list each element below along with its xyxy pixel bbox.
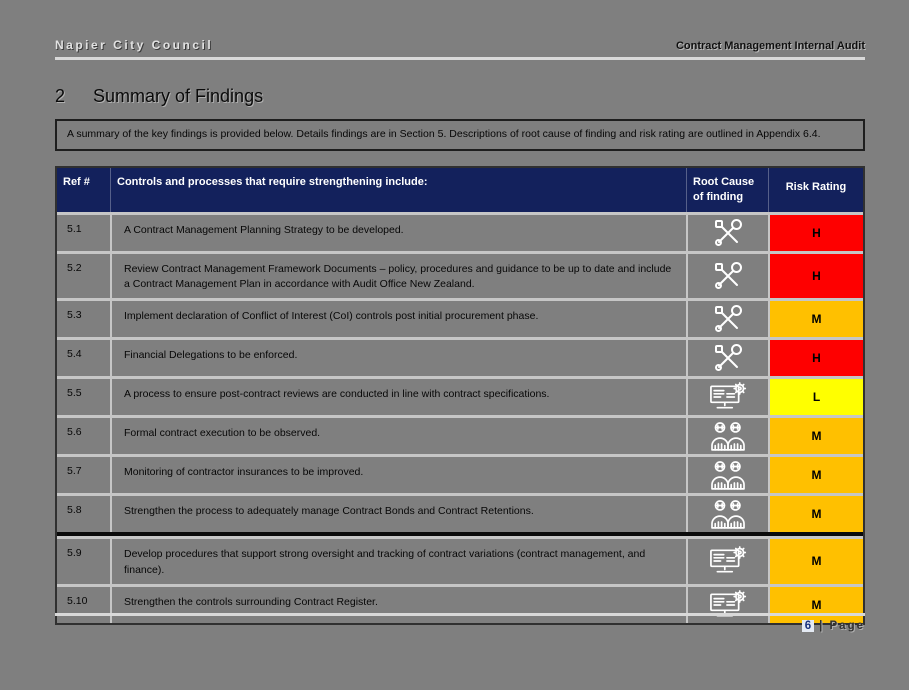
computer-gear-icon xyxy=(686,539,768,584)
column-header-ref: Ref # xyxy=(63,176,90,188)
computer-gear-icon xyxy=(686,379,768,415)
risk-rating-badge: H xyxy=(768,254,863,299)
risk-rating-badge: H xyxy=(768,340,863,376)
finding-text: Implement declaration of Conflict of Interest (CoI) controls post initial procurement phase. xyxy=(110,301,686,337)
table-row xyxy=(57,415,863,454)
finding-text: Formal contract execution to be observed. xyxy=(110,418,686,454)
finding-text: Strengthen the controls surrounding Contract Register. xyxy=(110,587,686,623)
risk-rating-badge: M xyxy=(768,301,863,337)
risk-rating-badge: M xyxy=(768,587,863,623)
finding-text: Strengthen the process to adequately manage Contract Bonds and Contract Retentions. xyxy=(110,496,686,532)
finding-text: A process to ensure post-contract reviews are conducted in line with contract specifications. xyxy=(110,379,686,415)
section-title-text: Summary of Findings xyxy=(93,86,264,106)
column-header-risk: Risk Rating xyxy=(768,168,863,212)
finding-ref: 5.7 xyxy=(67,465,82,478)
risk-rating-badge: M xyxy=(768,496,863,532)
people-icon xyxy=(686,418,768,454)
running-header xyxy=(55,38,865,60)
finding-text: A Contract Management Planning Strategy to be developed. xyxy=(110,215,686,251)
finding-text: Review Contract Management Framework Documents – policy, procedures and guidance to be up to date and include a Contract Management Plan in accordance with Audit Office New Zealand. xyxy=(110,254,686,299)
table-row xyxy=(57,212,863,251)
table-row xyxy=(57,251,863,299)
finding-ref: 5.4 xyxy=(67,348,82,361)
finding-text: Financial Delegations to be enforced. xyxy=(110,340,686,376)
table-row xyxy=(57,337,863,376)
document-org-title: Napier City Council xyxy=(55,38,214,52)
finding-ref: 5.10 xyxy=(67,594,88,607)
table-row xyxy=(57,376,863,415)
finding-ref: 5.1 xyxy=(67,222,82,235)
table-header-row xyxy=(57,168,863,212)
finding-ref: 5.6 xyxy=(67,426,82,439)
risk-rating-badge: H xyxy=(768,215,863,251)
risk-rating-badge: M xyxy=(768,418,863,454)
table-body xyxy=(57,212,863,623)
tools-icon xyxy=(686,301,768,337)
tools-icon xyxy=(686,254,768,299)
finding-text: Monitoring of contractor insurances to be improved. xyxy=(110,457,686,493)
finding-ref: 5.8 xyxy=(67,504,82,517)
column-header-controls: Controls and processes that require strengthening include: xyxy=(110,168,686,212)
table-row xyxy=(57,298,863,337)
summary-intro-box xyxy=(55,119,865,151)
finding-ref: 5.3 xyxy=(67,309,82,322)
risk-rating-badge: M xyxy=(768,457,863,493)
people-icon xyxy=(686,457,768,493)
document-title: Contract Management Internal Audit xyxy=(675,40,865,52)
section-number: 2 xyxy=(55,86,66,106)
finding-ref: 5.2 xyxy=(67,261,82,274)
section-title xyxy=(55,86,263,107)
finding-ref: 5.9 xyxy=(67,547,82,560)
people-icon xyxy=(686,496,768,532)
tools-icon xyxy=(686,340,768,376)
page-footer xyxy=(55,613,865,632)
risk-rating-badge: M xyxy=(768,539,863,584)
page-number: 6 xyxy=(802,620,814,632)
tools-icon xyxy=(686,215,768,251)
table-row xyxy=(57,454,863,493)
findings-table xyxy=(55,166,865,625)
summary-intro-text: A summary of the key findings is provided below. Details findings are in Section 5. Descriptions of root cause of finding and risk rating are outlined in Appendix 6.4. xyxy=(67,128,821,140)
table-row xyxy=(57,536,863,584)
column-header-root-cause: Root Cause of finding xyxy=(686,168,768,212)
finding-text: Develop procedures that support strong oversight and tracking of contract variations (contract management, and finance). xyxy=(110,539,686,584)
finding-ref: 5.5 xyxy=(67,387,82,400)
table-row xyxy=(57,493,863,536)
page-label: | Page xyxy=(819,620,865,632)
risk-rating-badge: L xyxy=(768,379,863,415)
